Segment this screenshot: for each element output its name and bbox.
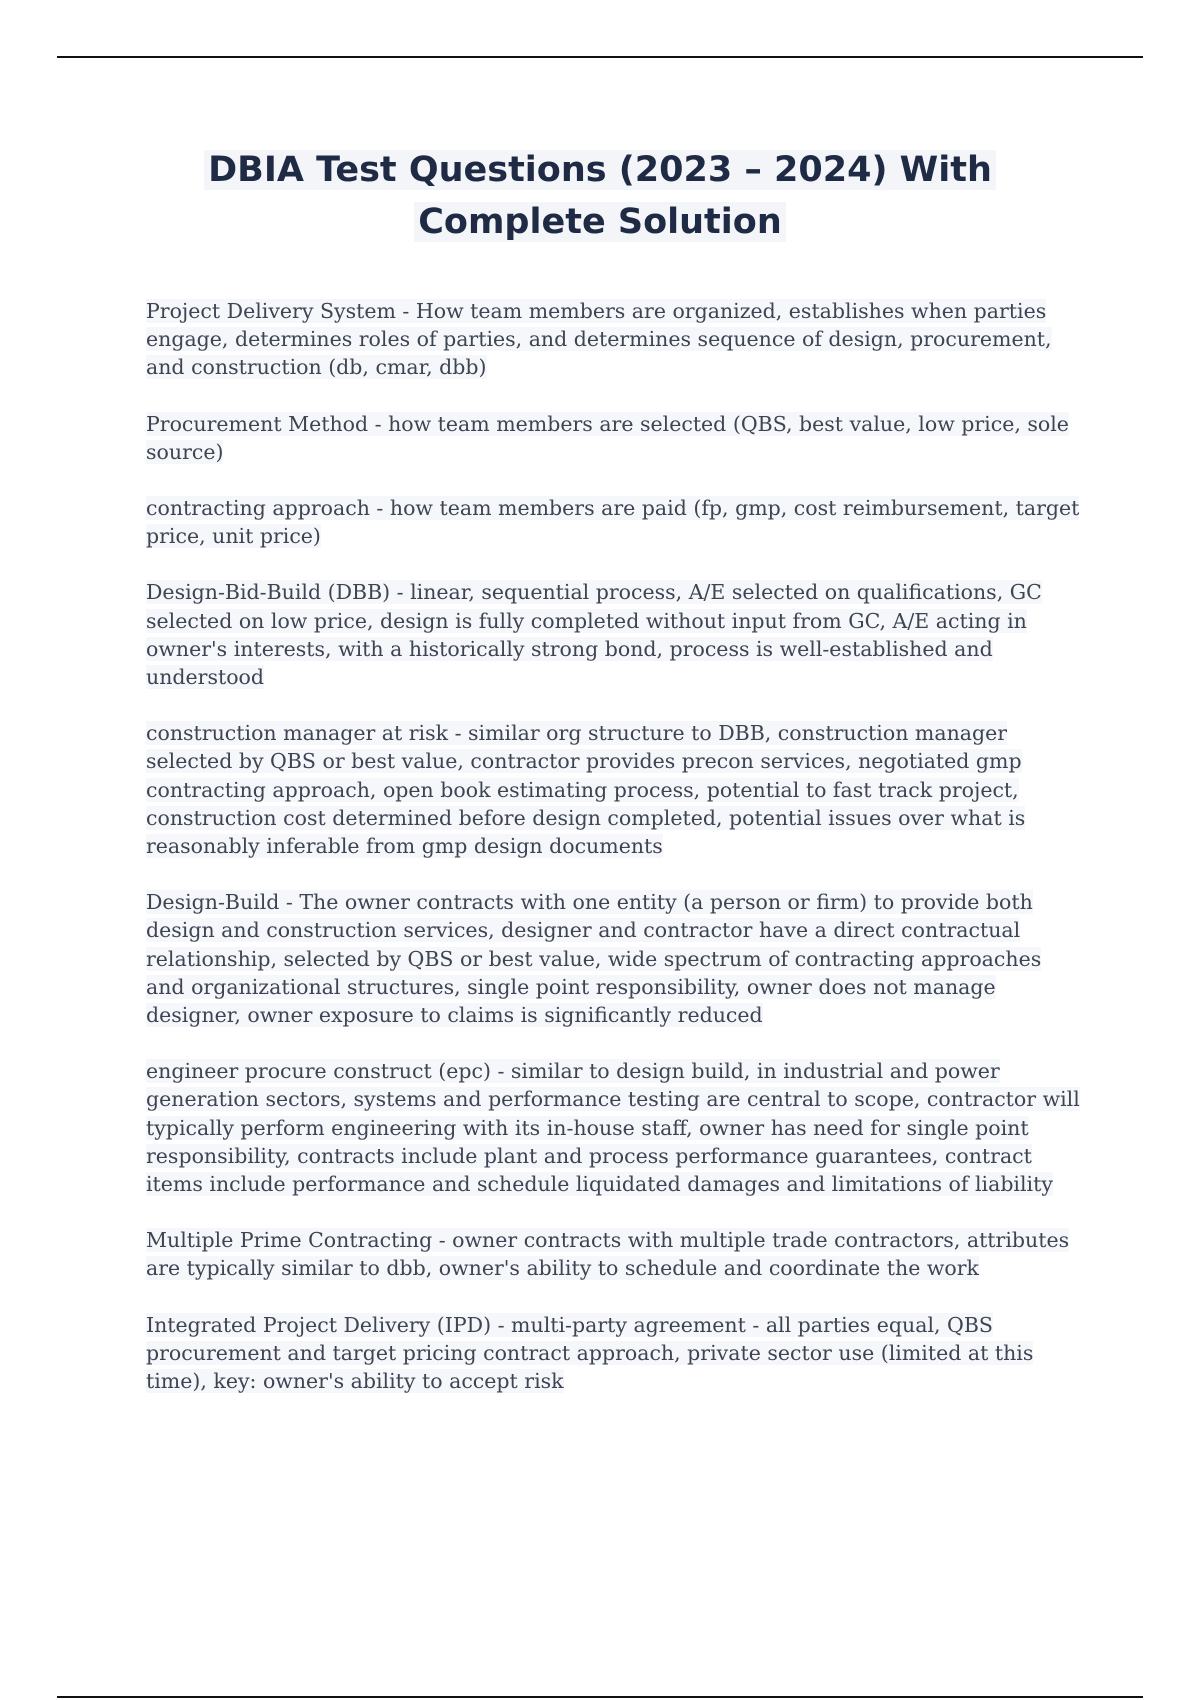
entry-procurement-method: Procurement Method - how team members are selected (QBS, best value, low price, sole source) — [146, 411, 1069, 464]
qa-list — [146, 297, 1086, 1423]
entry-project-delivery-system: Project Delivery System - How team members are organized, establishes when parties engage, determines roles of parties, and determines sequence of design, procurement, and construction (db, cmar, dbb) — [146, 299, 1052, 380]
entry-design-build: Design-Build - The owner contracts with one entity (a person or firm) to provide both design and construction services, designer and contractor have a direct contractual relationship, selected by QBS or best value, wide spectrum of contracting approaches and organizational structures, single point responsibility, owner does not manage designer, owner exposure to claims is significantly reduced — [146, 890, 1042, 1028]
entry-multiple-prime-contracting: Multiple Prime Contracting - owner contracts with multiple trade contractors, attributes are typically similar to dbb, owner's ability to schedule and coordinate the work — [146, 1228, 1070, 1281]
bottom-rule — [57, 1696, 1143, 1698]
entry-construction-manager-at-risk: construction manager at risk - similar org structure to DBB, construction manager selected by QBS or best value, contractor provides precon services, negotiated gmp contracting approach, open book estimating process, potential to fast track project, construction cost determined before design completed, potential issues over what is reasonably inferable from gmp design documents — [146, 721, 1026, 859]
entry-engineer-procure-construct: engineer procure construct (epc) - similar to design build, in industrial and power generation sectors, systems and performance testing are central to scope, contractor will typically perform engineering with its in-house staff, owner has need for single point responsibility, contracts include plant and process performance guarantees, contract items include performance and schedule liquidated damages and limitations of liability — [146, 1059, 1080, 1197]
entry-integrated-project-delivery: Integrated Project Delivery (IPD) - multi-party agreement - all parties equal, QBS procurement and target pricing contract approach, private sector use (limited at this time), key: owner's ability to accept risk — [146, 1312, 1034, 1394]
top-rule — [57, 56, 1143, 58]
document-title — [0, 144, 1200, 248]
title-line-2: Complete Solution — [414, 202, 786, 242]
title-line-1: DBIA Test Questions (2023 – 2024) With — [204, 150, 996, 190]
entry-design-bid-build: Design-Bid-Build (DBB) - linear, sequential process, A/E selected on qualifications, GC selected on low price, design is fully completed without input from GC, A/E acting in owner's interests, with a historically strong bond, process is well-established and understood — [146, 580, 1042, 690]
entry-contracting-approach: contracting approach - how team members are paid (fp, gmp, cost reimbursement, target price, unit price) — [146, 496, 1080, 549]
